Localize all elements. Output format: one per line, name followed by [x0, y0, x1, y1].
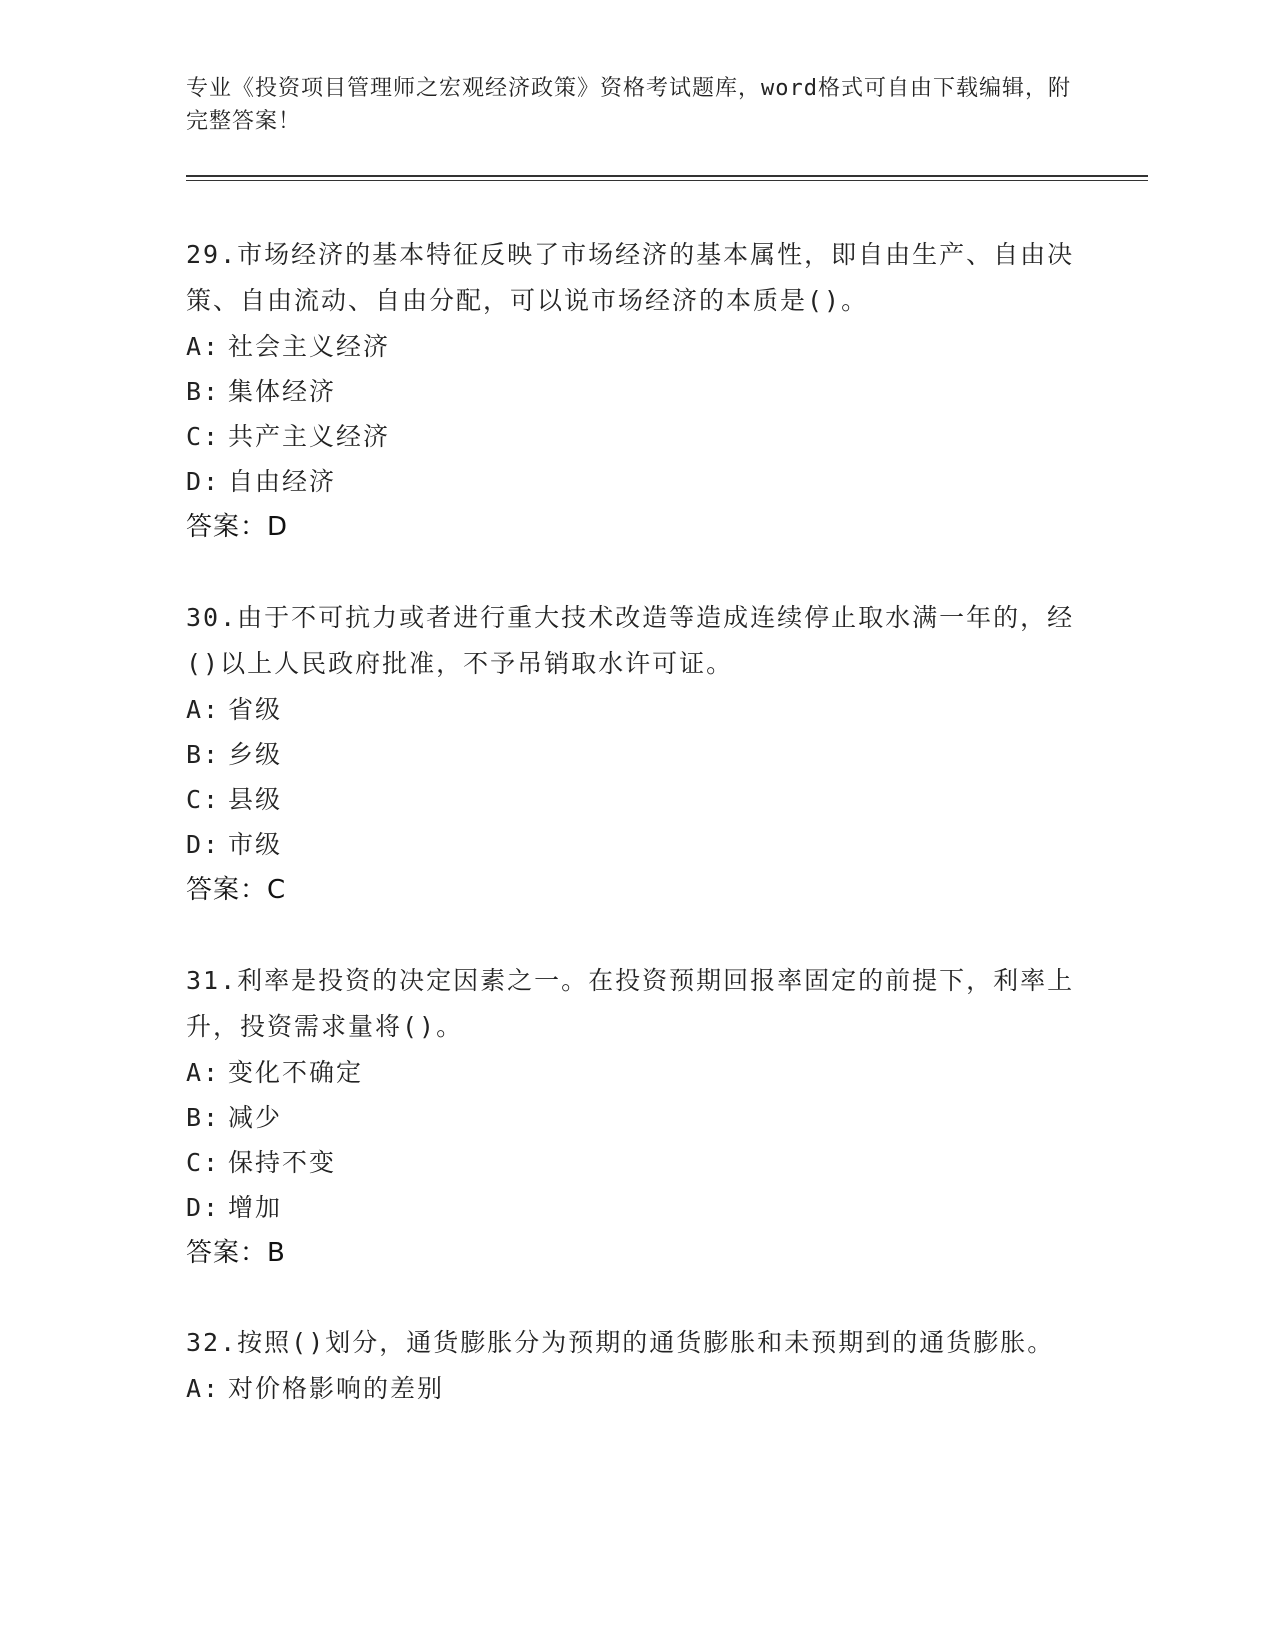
option-key: A: [186, 332, 221, 361]
option-b [186, 732, 1086, 777]
option-text: 保持不变 [228, 1148, 337, 1177]
option-text: 共产主义经济 [228, 422, 391, 451]
option-d [186, 459, 1086, 504]
document-header: 专业《投资项目管理师之宏观经济政策》资格考试题库，word格式可自由下载编辑，附完整答案！ [186, 76, 1071, 134]
option-c [186, 1140, 1086, 1185]
option-key: D: [186, 1193, 221, 1222]
option-text: 市级 [228, 830, 283, 859]
option-d [186, 1185, 1086, 1230]
option-key: A: [186, 695, 221, 724]
option-b [186, 369, 1086, 414]
answer-line: 答案：C [186, 875, 287, 905]
question-block [186, 232, 1086, 550]
answer-line: 答案：B [186, 1238, 286, 1268]
header-divider-thin [186, 180, 1148, 181]
option-text: 增加 [228, 1193, 283, 1222]
option-key: C: [186, 422, 221, 451]
option-key: D: [186, 830, 221, 859]
option-text: 集体经济 [228, 377, 337, 406]
option-a [186, 324, 1086, 369]
option-text: 对价格影响的差别 [228, 1374, 445, 1403]
option-key: A: [186, 1058, 221, 1087]
option-key: B: [186, 1103, 221, 1132]
option-text: 社会主义经济 [228, 332, 391, 361]
option-text: 乡级 [228, 740, 283, 769]
option-text: 县级 [228, 785, 283, 814]
answer-line: 答案：D [186, 512, 289, 542]
question-block [186, 958, 1086, 1276]
question-text: 31.利率是投资的决定因素之一。在投资预期回报率固定的前提下，利率上升，投资需求量将()。 [186, 966, 1075, 1041]
option-key: C: [186, 1148, 221, 1177]
question-text: 29.市场经济的基本特征反映了市场经济的基本属性，即自由生产、自由决策、自由流动、自由分配，可以说市场经济的本质是()。 [186, 240, 1075, 315]
question-block [186, 595, 1086, 913]
option-text: 变化不确定 [228, 1058, 364, 1087]
option-b [186, 1095, 1086, 1140]
option-a [186, 1050, 1086, 1095]
option-c [186, 777, 1086, 822]
option-key: B: [186, 377, 221, 406]
option-key: A: [186, 1374, 221, 1403]
question-block [186, 1320, 1086, 1411]
option-text: 减少 [228, 1103, 283, 1132]
question-text: 30.由于不可抗力或者进行重大技术改造等造成连续停止取水满一年的，经()以上人民政府批准，不予吊销取水许可证。 [186, 603, 1075, 678]
option-key: B: [186, 740, 221, 769]
option-text: 自由经济 [228, 467, 337, 496]
option-key: D: [186, 467, 221, 496]
question-text: 32.按照()划分，通货膨胀分为预期的通货膨胀和未预期到的通货膨胀。 [186, 1328, 1055, 1357]
header-divider [186, 175, 1148, 177]
option-key: C: [186, 785, 221, 814]
option-d [186, 822, 1086, 867]
option-c [186, 414, 1086, 459]
option-text: 省级 [228, 695, 283, 724]
option-a [186, 1366, 1086, 1411]
option-a [186, 687, 1086, 732]
